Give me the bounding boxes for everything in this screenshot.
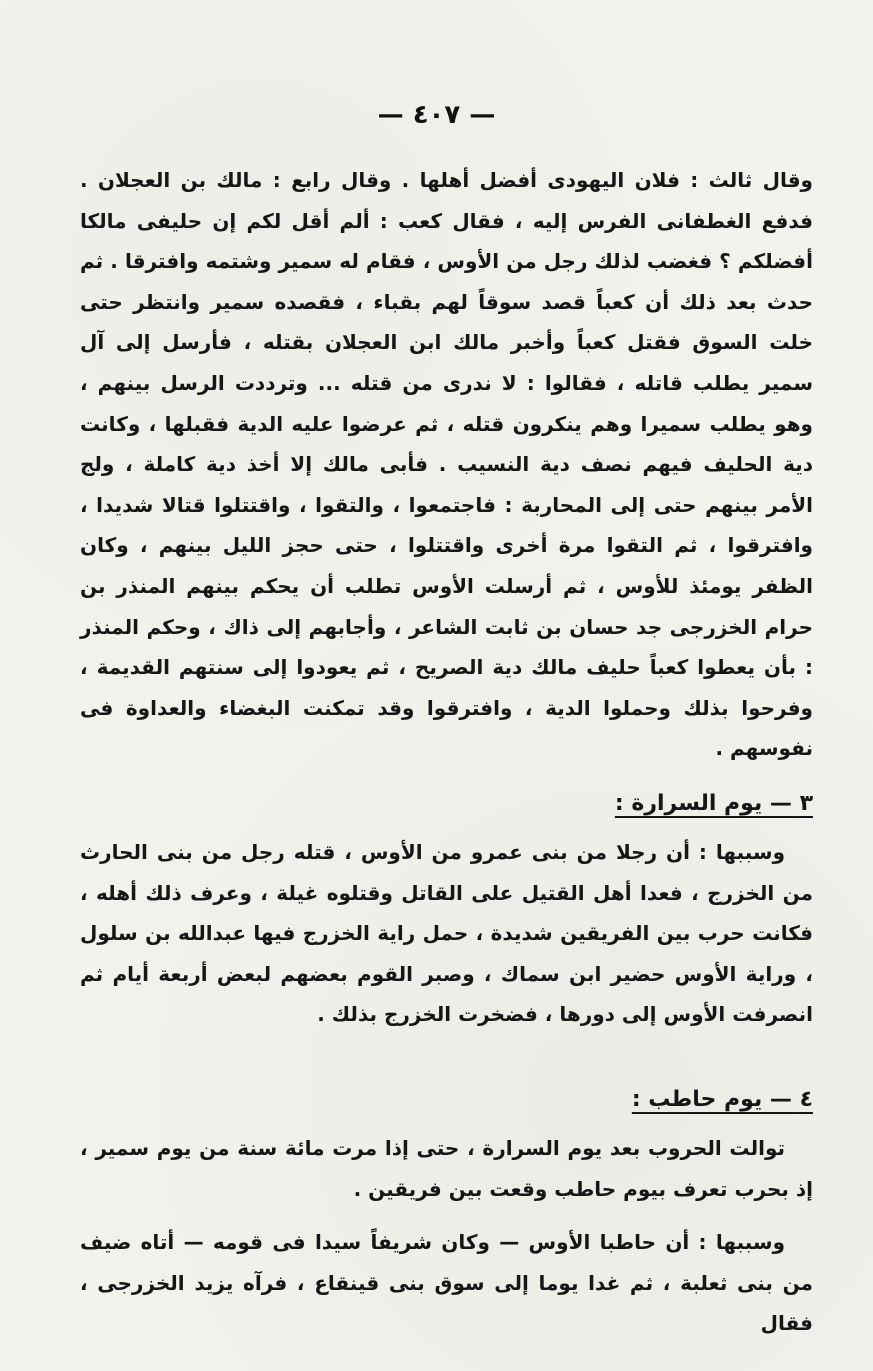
paragraph-yawm-hatib-cause xyxy=(80,1222,813,1344)
page-number: — ٤٠٧ — xyxy=(377,100,496,130)
paragraph-yawm-al-sarara xyxy=(80,832,813,1035)
paragraph-text: وسببها : أن رجلا من بنى عمرو من الأوس ، قتله رجل من بنى الحارث من الخزرج ، فعدا أهل القتيل على القاتل وقتلوه غيلة ، وعرف ذلك أهله ، فكانت حرب بين الفريقين شديدة ، حمل راية الخزرج فيها عبدالله بن سلول ، وراية الأوس حضير ابن سماك ، وصبر القوم بعضهم لبعض أربعة أيام ثم انصرفت الأوس إلى دورها ، فضخرت الخزرج بذلك . xyxy=(80,840,813,1027)
paragraph-text: وقال ثالث : فلان اليهودى أفضل أهلها . وقال رابع : مالك بن العجلان . فدفع الغطفانى الفرس إليه ، فقال كعب : ألم أقل لكم إن حليفى مالكا أفضلكم ؟ فغضب لذلك رجل من الأوس ، فقام له سمير وشتمه وافترقا . ثم حدث بعد ذلك أن كعباً قصد سوقاً لهم بقباء ، فقصده سمير وانتظر حتى خلت السوق فقتل كعباً وأخبر مالك ابن العجلان بقتله ، فأرسل إلى آل سمير يطلب قاتله ، فقالوا : لا ندرى من قتله ... وترددت الرسل بينهم ، وهو يطلب سميرا وهم ينكرون قتله ، ثم عرضوا عليه الدية فقبلها ، وكانت دية الحليف فيهم نصف دية النسيب . فأبى مالك إلا أخذ دية كاملة ، ولج الأمر بينهم حتى إلى المحاربة : فاجتمعوا ، والتقوا ، واقتتلوا قتالا شديدا ، وافترقوا ، ثم التقوا مرة أخرى واقتتلوا ، حتى حجز الليل بينهم ، وكان الظفر يومئذ للأوس ، ثم أرسلت الأوس تطلب أن يحكم بينهم المنذر بن حرام الخزرجى جد حسان بن ثابت الشاعر ، وأجابهم إلى ذاك ، وحكم المنذر : بأن يعطوا كعباً حليف مالك دية الصريح ، ثم يعودوا إلى سنتهم القديمة ، وفرحوا بذلك وحملوا الدية ، وافترقوا وقد تمكنت البغضاء والعداوة فى نفوسهم . xyxy=(80,168,813,761)
paragraph-yawm-hatib-intro xyxy=(80,1128,813,1209)
paragraph-yawm-sumayr-end xyxy=(80,160,813,769)
paragraph-text: وسببها : أن حاطبا الأوس — وكان شريفاً سيدا فى قومه — أتاه ضيف من بنى ثعلبة ، ثم غدا يوما إلى سوق بنى قينقاع ، فرآه يزيد الخزرجى ، فقال xyxy=(80,1230,813,1336)
heading-text: ٣ — يوم السرارة : xyxy=(614,791,813,816)
section-heading-yawm-al-sarara xyxy=(80,784,813,824)
section-heading-yawm-hatib xyxy=(80,1080,813,1120)
heading-text: ٤ — يوم حاطب : xyxy=(631,1087,813,1112)
paragraph-text: توالت الحروب بعد يوم السرارة ، حتى إذا مرت مائة سنة من يوم سمير ، إذ بحرب تعرف بيوم حاطب وقعت بين فريقين . xyxy=(80,1136,813,1201)
